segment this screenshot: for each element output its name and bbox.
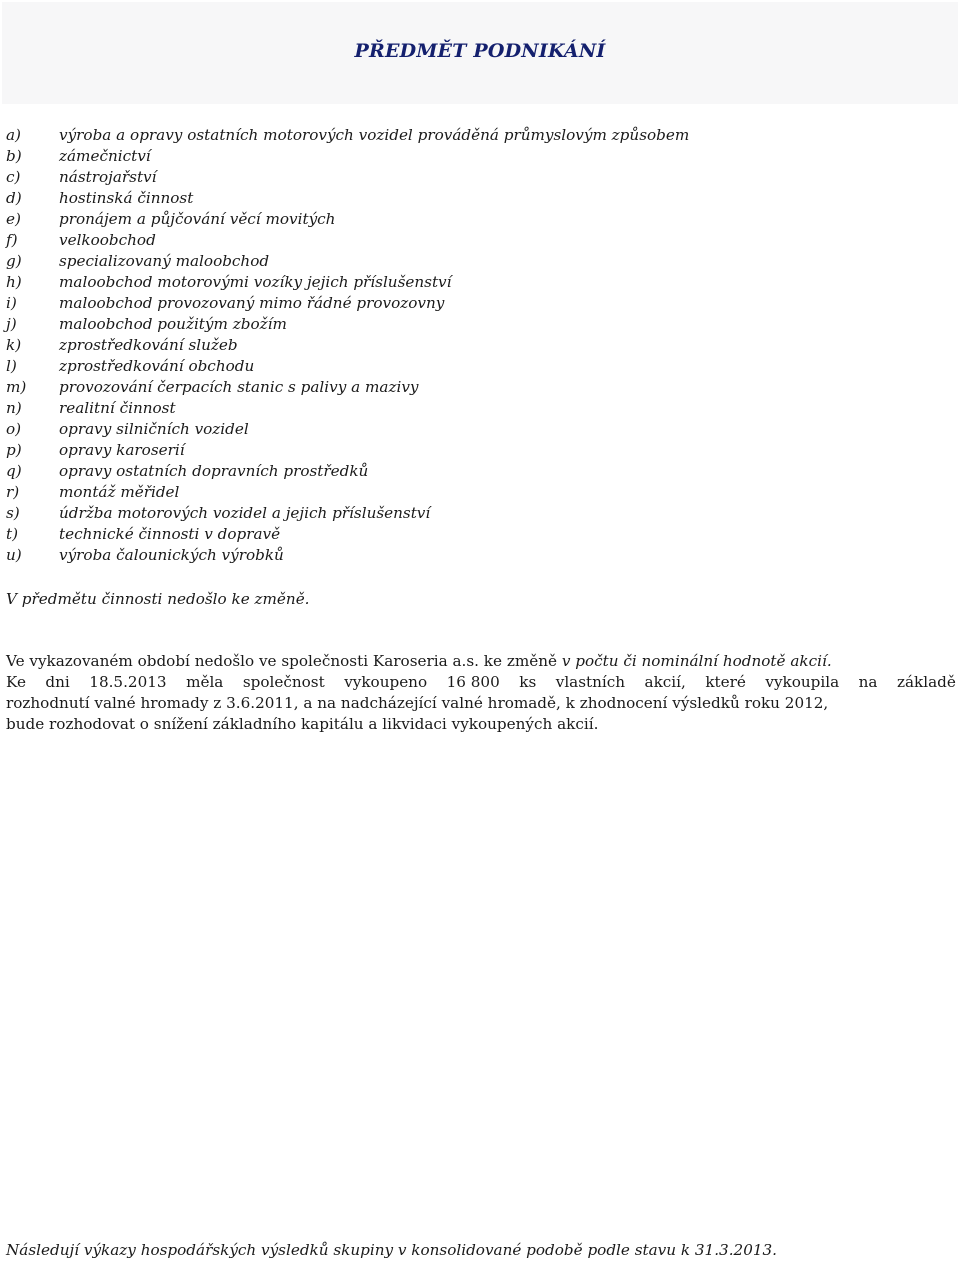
activity-letter: q) bbox=[6, 462, 22, 480]
activity-text: pronájem a půjčování věcí movitých bbox=[59, 210, 336, 228]
activity-item bbox=[6, 461, 689, 482]
activity-text: opravy silničních vozidel bbox=[59, 420, 249, 438]
activity-letter: p) bbox=[6, 441, 22, 459]
page-title: PŘEDMĚT PODNIKÁNÍ bbox=[354, 40, 606, 62]
shares-line-3: rozhodnutí valné hromady z 3.6.2011, a na nadcházející valné hromadě, k zhodnocení výsledků roku 2012, bbox=[6, 694, 829, 712]
activity-item bbox=[6, 419, 689, 440]
shares-line-1-regular: Ve vykazovaném období nedošlo ve společnosti Karoseria a.s. ke změně bbox=[6, 652, 562, 670]
no-change-note: V předmětu činnosti nedošlo ke změně. bbox=[6, 590, 310, 608]
activity-item bbox=[6, 335, 689, 356]
activity-item bbox=[6, 272, 689, 293]
activity-text: údržba motorových vozidel a jejich příslušenství bbox=[59, 504, 431, 522]
activity-text: zprostředkování obchodu bbox=[59, 357, 255, 375]
activity-letter: i) bbox=[6, 294, 17, 312]
activity-text: opravy ostatních dopravních prostředků bbox=[59, 462, 369, 480]
activity-letter: l) bbox=[6, 357, 17, 375]
activity-text: nástrojařství bbox=[59, 168, 157, 186]
shares-line-2-word: ks bbox=[519, 673, 537, 691]
activity-item bbox=[6, 293, 689, 314]
activity-letter: m) bbox=[6, 378, 27, 396]
footer-note: Následují výkazy hospodářských výsledků skupiny v konsolidované podobě podle stavu k 31.3.2013. bbox=[6, 1241, 778, 1259]
activity-item bbox=[6, 188, 689, 209]
shares-line-1-italic: v počtu či nominální hodnotě akcií. bbox=[561, 652, 832, 670]
activity-text: výroba a opravy ostatních motorových vozidel prováděná průmyslovým způsobem bbox=[59, 126, 690, 144]
activity-letter: f) bbox=[6, 231, 18, 249]
activity-letter: b) bbox=[6, 147, 22, 165]
activity-text: technické činnosti v dopravě bbox=[59, 525, 281, 543]
activity-text: realitní činnost bbox=[59, 399, 176, 417]
activity-letter: h) bbox=[6, 273, 22, 291]
activity-text: maloobchod použitým zbožím bbox=[59, 315, 287, 333]
shares-paragraph bbox=[6, 651, 956, 735]
activity-item bbox=[6, 356, 689, 377]
activity-letter: g) bbox=[6, 252, 22, 270]
activity-text: specializovaný maloobchod bbox=[59, 252, 270, 270]
activity-item bbox=[6, 251, 689, 272]
activity-text: maloobchod provozovaný mimo řádné provozovny bbox=[59, 294, 445, 312]
shares-line-4: bude rozhodovat o snížení základního kapitálu a likvidaci vykoupených akcií. bbox=[6, 715, 599, 733]
shares-line-2-word: vlastních bbox=[555, 673, 626, 691]
shares-line-2-word: akcií, bbox=[644, 673, 686, 691]
shares-line-2-word: společnost bbox=[242, 673, 325, 691]
shares-line-2-word: vykoupila bbox=[765, 673, 840, 691]
activity-text: montáž měřidel bbox=[59, 483, 180, 501]
activity-text: výroba čalounických výrobků bbox=[59, 546, 284, 564]
activity-item bbox=[6, 314, 689, 335]
activity-letter: j) bbox=[6, 315, 17, 333]
activity-item bbox=[6, 146, 689, 167]
activity-text: provozování čerpacích stanic s palivy a mazivy bbox=[59, 378, 419, 396]
activity-item bbox=[6, 440, 689, 461]
activity-item bbox=[6, 503, 689, 524]
activity-item bbox=[6, 167, 689, 188]
activity-letter: o) bbox=[6, 420, 22, 438]
activity-letter: u) bbox=[6, 546, 22, 564]
shares-line-2 bbox=[6, 672, 956, 693]
activity-letter: c) bbox=[6, 168, 21, 186]
activity-letter: t) bbox=[6, 525, 19, 543]
activity-letter: n) bbox=[6, 399, 22, 417]
activity-text: maloobchod motorovými vozíky jejich příslušenství bbox=[59, 273, 452, 291]
activity-item bbox=[6, 545, 689, 566]
activity-letter: k) bbox=[6, 336, 22, 354]
activity-item bbox=[6, 125, 689, 146]
activity-item bbox=[6, 398, 689, 419]
shares-line-2-word: 16 800 bbox=[446, 673, 500, 691]
shares-line-2-word: na bbox=[858, 673, 878, 691]
activity-item bbox=[6, 482, 689, 503]
shares-line-2-word: Ke bbox=[6, 673, 26, 691]
activity-letter: s) bbox=[6, 504, 20, 522]
shares-line-2-word: dni bbox=[45, 673, 70, 691]
shares-line-2-word: vykoupeno bbox=[344, 673, 428, 691]
activity-text: opravy karoserií bbox=[59, 441, 185, 459]
activity-item bbox=[6, 209, 689, 230]
activity-item bbox=[6, 377, 689, 398]
activity-text: zámečnictví bbox=[59, 147, 151, 165]
activity-letter: a) bbox=[6, 126, 21, 144]
shares-line-2-word: měla bbox=[186, 673, 224, 691]
activity-item bbox=[6, 230, 689, 251]
shares-line-2-word: 18.5.2013 bbox=[89, 673, 167, 691]
activity-text: zprostředkování služeb bbox=[59, 336, 238, 354]
activity-item bbox=[6, 524, 689, 545]
activity-list bbox=[6, 125, 689, 566]
activity-letter: e) bbox=[6, 210, 21, 228]
shares-line-2-word: které bbox=[705, 673, 746, 691]
shares-line-2-word: základě bbox=[896, 673, 956, 691]
activity-text: hostinská činnost bbox=[59, 189, 194, 207]
shares-line-1 bbox=[6, 651, 956, 672]
activity-text: velkoobchod bbox=[59, 231, 156, 249]
activity-letter: d) bbox=[6, 189, 22, 207]
activity-letter: r) bbox=[6, 483, 20, 501]
